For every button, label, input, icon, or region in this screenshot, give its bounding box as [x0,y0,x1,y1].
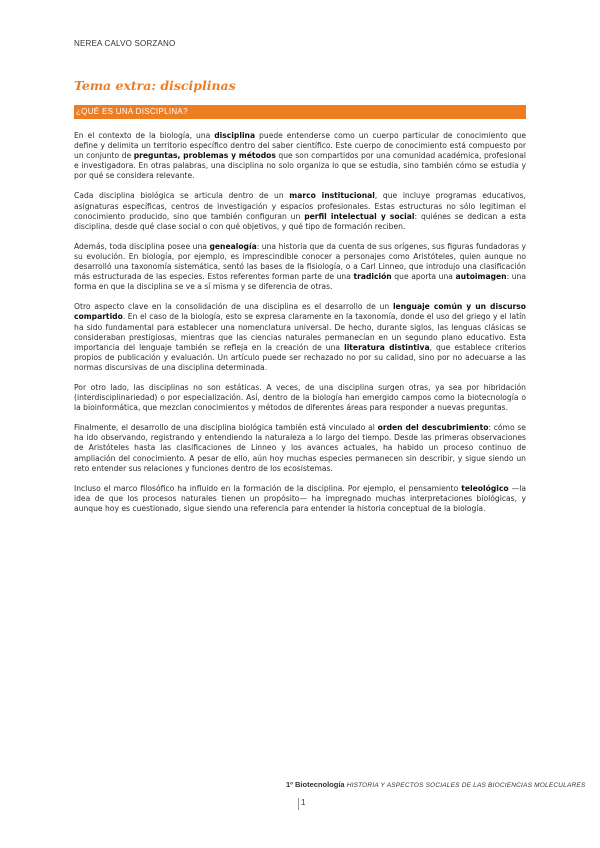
text-run: : quiénes se dedican a esta disciplina, desde qué clase social o con qué objetivos, y qué tipo de formación reciben. [74,211,526,231]
text-run: En el contexto de la biología, una [74,131,215,140]
text-run: : una historia que da cuenta de sus orígenes, sus figuras fundadoras y su evolución. En biología, por ejemplo, es imprescindible conocer a personajes como Aristóteles, quien aunque no desarrolló una taxonomía sistemática, sentó las bases de la fisiología, o a Carl Linneo, que introdujo una clasificación más estructurada de las especies. Estos referentes forman parte de una [74,241,526,282]
text-run: Por otro lado, las disciplinas no son estáticas. A veces, de una disciplina surgen otras, ya sea por hibridación (interdisciplinariedad) o por especialización. Así, dentro de la biología han emergido campos como la biotecnología o la bioinformática, que mezclan conocimientos y métodos de diferentes áreas para responder a nuevas preguntas. [74,382,526,413]
bold-term: orden del descubrimiento [377,423,489,433]
bold-term: disciplina [214,131,256,140]
text-run: , que establece criterios propios de publicación y evaluación. Un artículo puede ser rechazado no por su calidad, sino por no adecuarse a las normas discursivas de una disciplina determinada. [74,342,526,372]
author-name: NEREA CALVO SORZANO [74,39,176,48]
text-run: Finalmente, el desarrollo de una disciplina biológica también está vinculado al [74,423,378,433]
paragraph [74,383,526,413]
footer-course: 1º Biotecnología [286,780,345,789]
bold-term: preguntas, problemas y métodos [133,151,276,161]
text-run: : cómo se ha ido observando, registrando y entendiendo la naturaleza a lo largo del tiempo. Desde las primeras observaciones de Aristóteles hasta las clasificaciones de Linneo y los avances actuales, ha habido un proceso continuo de ampliación del conocimiento. A pesar de ello, aún hoy muchas especies permanecen sin describir, y sigue siendo un reto entender sus relaciones y funciones dentro de los ecosistemas. [74,423,526,473]
bold-term: genealogía [209,241,257,251]
paragraph [74,302,526,373]
text-run: puede entenderse como un cuerpo particular de conocimiento que define y delimita un territorio específico dentro del saber científico. Este cuerpo de conocimiento está compuesto por un conjunto de [74,131,526,161]
text-run: : una forma en que la disciplina se ve a sí misma y se diferencia de otras. [74,272,526,292]
text-run: . En el caso de la biología, esto se expresa claramente en la taxonomía, donde el uso del griego y el latín ha sido fundamental para establecer una nomenclatura universal. De hecho, durante siglos, las lenguas clásicas se consideraban prestigiosas, mientras que las ciencias naturales permanecían en un segundo plano educativo. Esta importancia del lenguaje también se refleja en la creación de una [74,312,526,352]
page-title: Tema extra: disciplinas [74,78,236,93]
footer [286,780,585,789]
section-heading: ¿QUÉ ES UNA DISCIPLINA? [74,105,526,119]
paragraph [74,191,526,231]
paragraph [74,423,526,473]
text-run: Incluso el marco filosófico ha influido en la formación de la disciplina. Por ejemplo, el pensamiento [74,483,462,493]
footer-subject: HISTORIA Y ASPECTOS SOCIALES DE LAS BIOCIENCIAS MOLECULARES [346,782,586,789]
bold-term: tradición [353,272,392,282]
text-run: —la idea de que los procesos naturales tienen un propósito— ha impregnado muchas interpretaciones biológicas, y aunque hoy es cuestionado, sigue siendo una referencia para entender la historia conceptual de la biología. [74,483,526,513]
bold-term: autoimagen [455,272,507,282]
bold-term: perfil intelectual y social [304,211,415,221]
text-run: , que incluye programas educativos, asignaturas específicas, centros de investigación y espacios profesionales. Estas estructuras no sólo legitiman el conocimiento producido, sino que también configuran un [74,191,526,221]
text-run: que son compartidos por una comunidad académica, profesional e investigadora. En otras palabras, una disciplina no solo organiza lo que se estudia, sino también cómo se estudia y por qué se considera relevante. [74,151,526,181]
bold-term: lenguaje común y un discurso compartido [74,302,527,322]
page-number: 1 [298,798,305,810]
text-run: Además, toda disciplina posee una [74,241,210,251]
bold-term: teleológico [461,483,509,493]
paragraph [74,484,526,514]
text-run: que aporta una [391,272,456,282]
paragraph [74,131,526,181]
text-run: Otro aspecto clave en la consolidación de una disciplina es el desarrollo de un [74,302,393,312]
bold-term: literatura distintiva [344,342,430,352]
paragraph [74,242,526,292]
bold-term: marco institucional [289,191,375,201]
text-run: Cada disciplina biológica se articula dentro de un [74,191,290,201]
body-text [74,131,526,524]
